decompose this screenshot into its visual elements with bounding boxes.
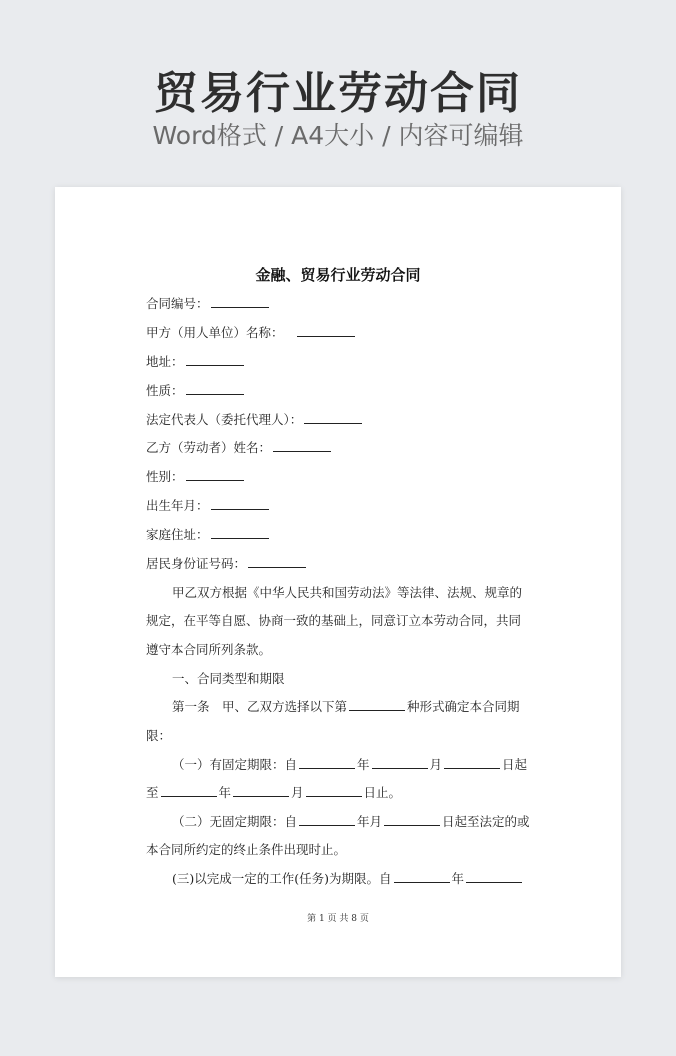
clause-text: (三)以完成一定的工作(任务)为期限。自 bbox=[172, 871, 392, 886]
field-label: 家庭住址： bbox=[146, 527, 209, 542]
field-id-no bbox=[146, 555, 566, 573]
field-label: 乙方（劳动者）姓名： bbox=[146, 440, 272, 455]
page-subtitle: Word格式 / A4大小 / 内容可编辑 bbox=[152, 121, 524, 150]
field-party-a-name bbox=[146, 324, 566, 342]
blank-field[interactable] bbox=[248, 555, 306, 568]
blank-field[interactable] bbox=[273, 439, 331, 452]
field-label: 出生年月： bbox=[146, 498, 209, 513]
clause-text: 日止。 bbox=[363, 785, 402, 800]
blank-field[interactable] bbox=[372, 756, 428, 769]
clause-3-line bbox=[172, 870, 592, 888]
clause-text: 年 bbox=[451, 871, 465, 886]
clause-1-line bbox=[146, 784, 566, 802]
blank-field[interactable] bbox=[384, 813, 440, 826]
field-label: 地址： bbox=[146, 354, 184, 369]
page-number: 第 1 页 共 8 页 bbox=[307, 914, 369, 924]
article-text: 种形式确定本合同期 bbox=[407, 699, 520, 714]
document-title: 金融、贸易行业劳动合同 bbox=[255, 266, 421, 284]
preamble-line: 规定，在平等自愿、协商一致的基础上，同意订立本劳动合同，共同 bbox=[146, 613, 522, 628]
blank-field[interactable] bbox=[211, 497, 269, 510]
field-label: 法定代表人（委托代理人）： bbox=[146, 412, 303, 427]
clause-text: 月 bbox=[291, 785, 304, 800]
field-label: 甲方（用人单位）名称： bbox=[146, 325, 284, 340]
field-home-address bbox=[146, 526, 566, 544]
blank-field[interactable] bbox=[304, 411, 362, 424]
article-1-line bbox=[172, 698, 592, 716]
blank-field[interactable] bbox=[161, 784, 217, 797]
clause-text: 日起至法定的或 bbox=[442, 814, 530, 829]
field-nature bbox=[146, 382, 566, 400]
field-label: 居民身份证号码： bbox=[146, 556, 247, 571]
blank-field[interactable] bbox=[186, 382, 244, 395]
clause-text: 年 bbox=[357, 757, 370, 772]
document-page bbox=[55, 187, 621, 977]
page-title: 贸易行业劳动合同 bbox=[154, 68, 522, 119]
article-text: 第一条 甲、乙双方选择以下第 bbox=[172, 699, 348, 714]
blank-field[interactable] bbox=[297, 324, 355, 337]
blank-field[interactable] bbox=[186, 468, 244, 481]
preamble-line: 遵守本合同所列条款。 bbox=[146, 642, 272, 657]
field-label: 性别： bbox=[146, 469, 184, 484]
blank-field[interactable] bbox=[211, 526, 269, 539]
field-party-b-name bbox=[146, 439, 566, 457]
clause-2-line bbox=[172, 813, 592, 831]
blank-field[interactable] bbox=[186, 353, 244, 366]
preamble-line: 甲乙双方根据《中华人民共和国劳动法》等法律、法规、规章的 bbox=[172, 585, 523, 600]
blank-field[interactable] bbox=[233, 784, 289, 797]
field-address bbox=[146, 353, 566, 371]
blank-field[interactable] bbox=[349, 698, 405, 711]
clause-text: （二）无固定期限：自 bbox=[172, 814, 298, 829]
field-birth bbox=[146, 497, 566, 515]
article-1-line: 限： bbox=[146, 728, 172, 743]
blank-field[interactable] bbox=[444, 756, 500, 769]
clause-text: 年月 bbox=[357, 814, 383, 829]
blank-field[interactable] bbox=[394, 870, 450, 883]
field-label: 性质： bbox=[146, 383, 184, 398]
field-label: 合同编号： bbox=[146, 296, 209, 311]
section-heading: 一、合同类型和期限 bbox=[172, 671, 285, 686]
clause-1-line bbox=[172, 756, 592, 774]
field-gender bbox=[146, 468, 566, 486]
clause-text: 月 bbox=[429, 757, 443, 772]
clause-text: 至 bbox=[146, 785, 159, 800]
field-legal-rep bbox=[146, 411, 566, 429]
blank-field[interactable] bbox=[306, 784, 362, 797]
blank-field[interactable] bbox=[211, 295, 269, 308]
field-contract-no bbox=[146, 295, 566, 313]
clause-text: （一）有固定期限：自 bbox=[172, 757, 298, 772]
blank-field[interactable] bbox=[299, 813, 355, 826]
blank-field[interactable] bbox=[299, 756, 355, 769]
blank-field[interactable] bbox=[466, 870, 522, 883]
clause-2-line: 本合同所约定的终止条件出现时止。 bbox=[146, 842, 347, 857]
clause-text: 日起 bbox=[502, 757, 528, 772]
clause-text: 年 bbox=[218, 785, 232, 800]
